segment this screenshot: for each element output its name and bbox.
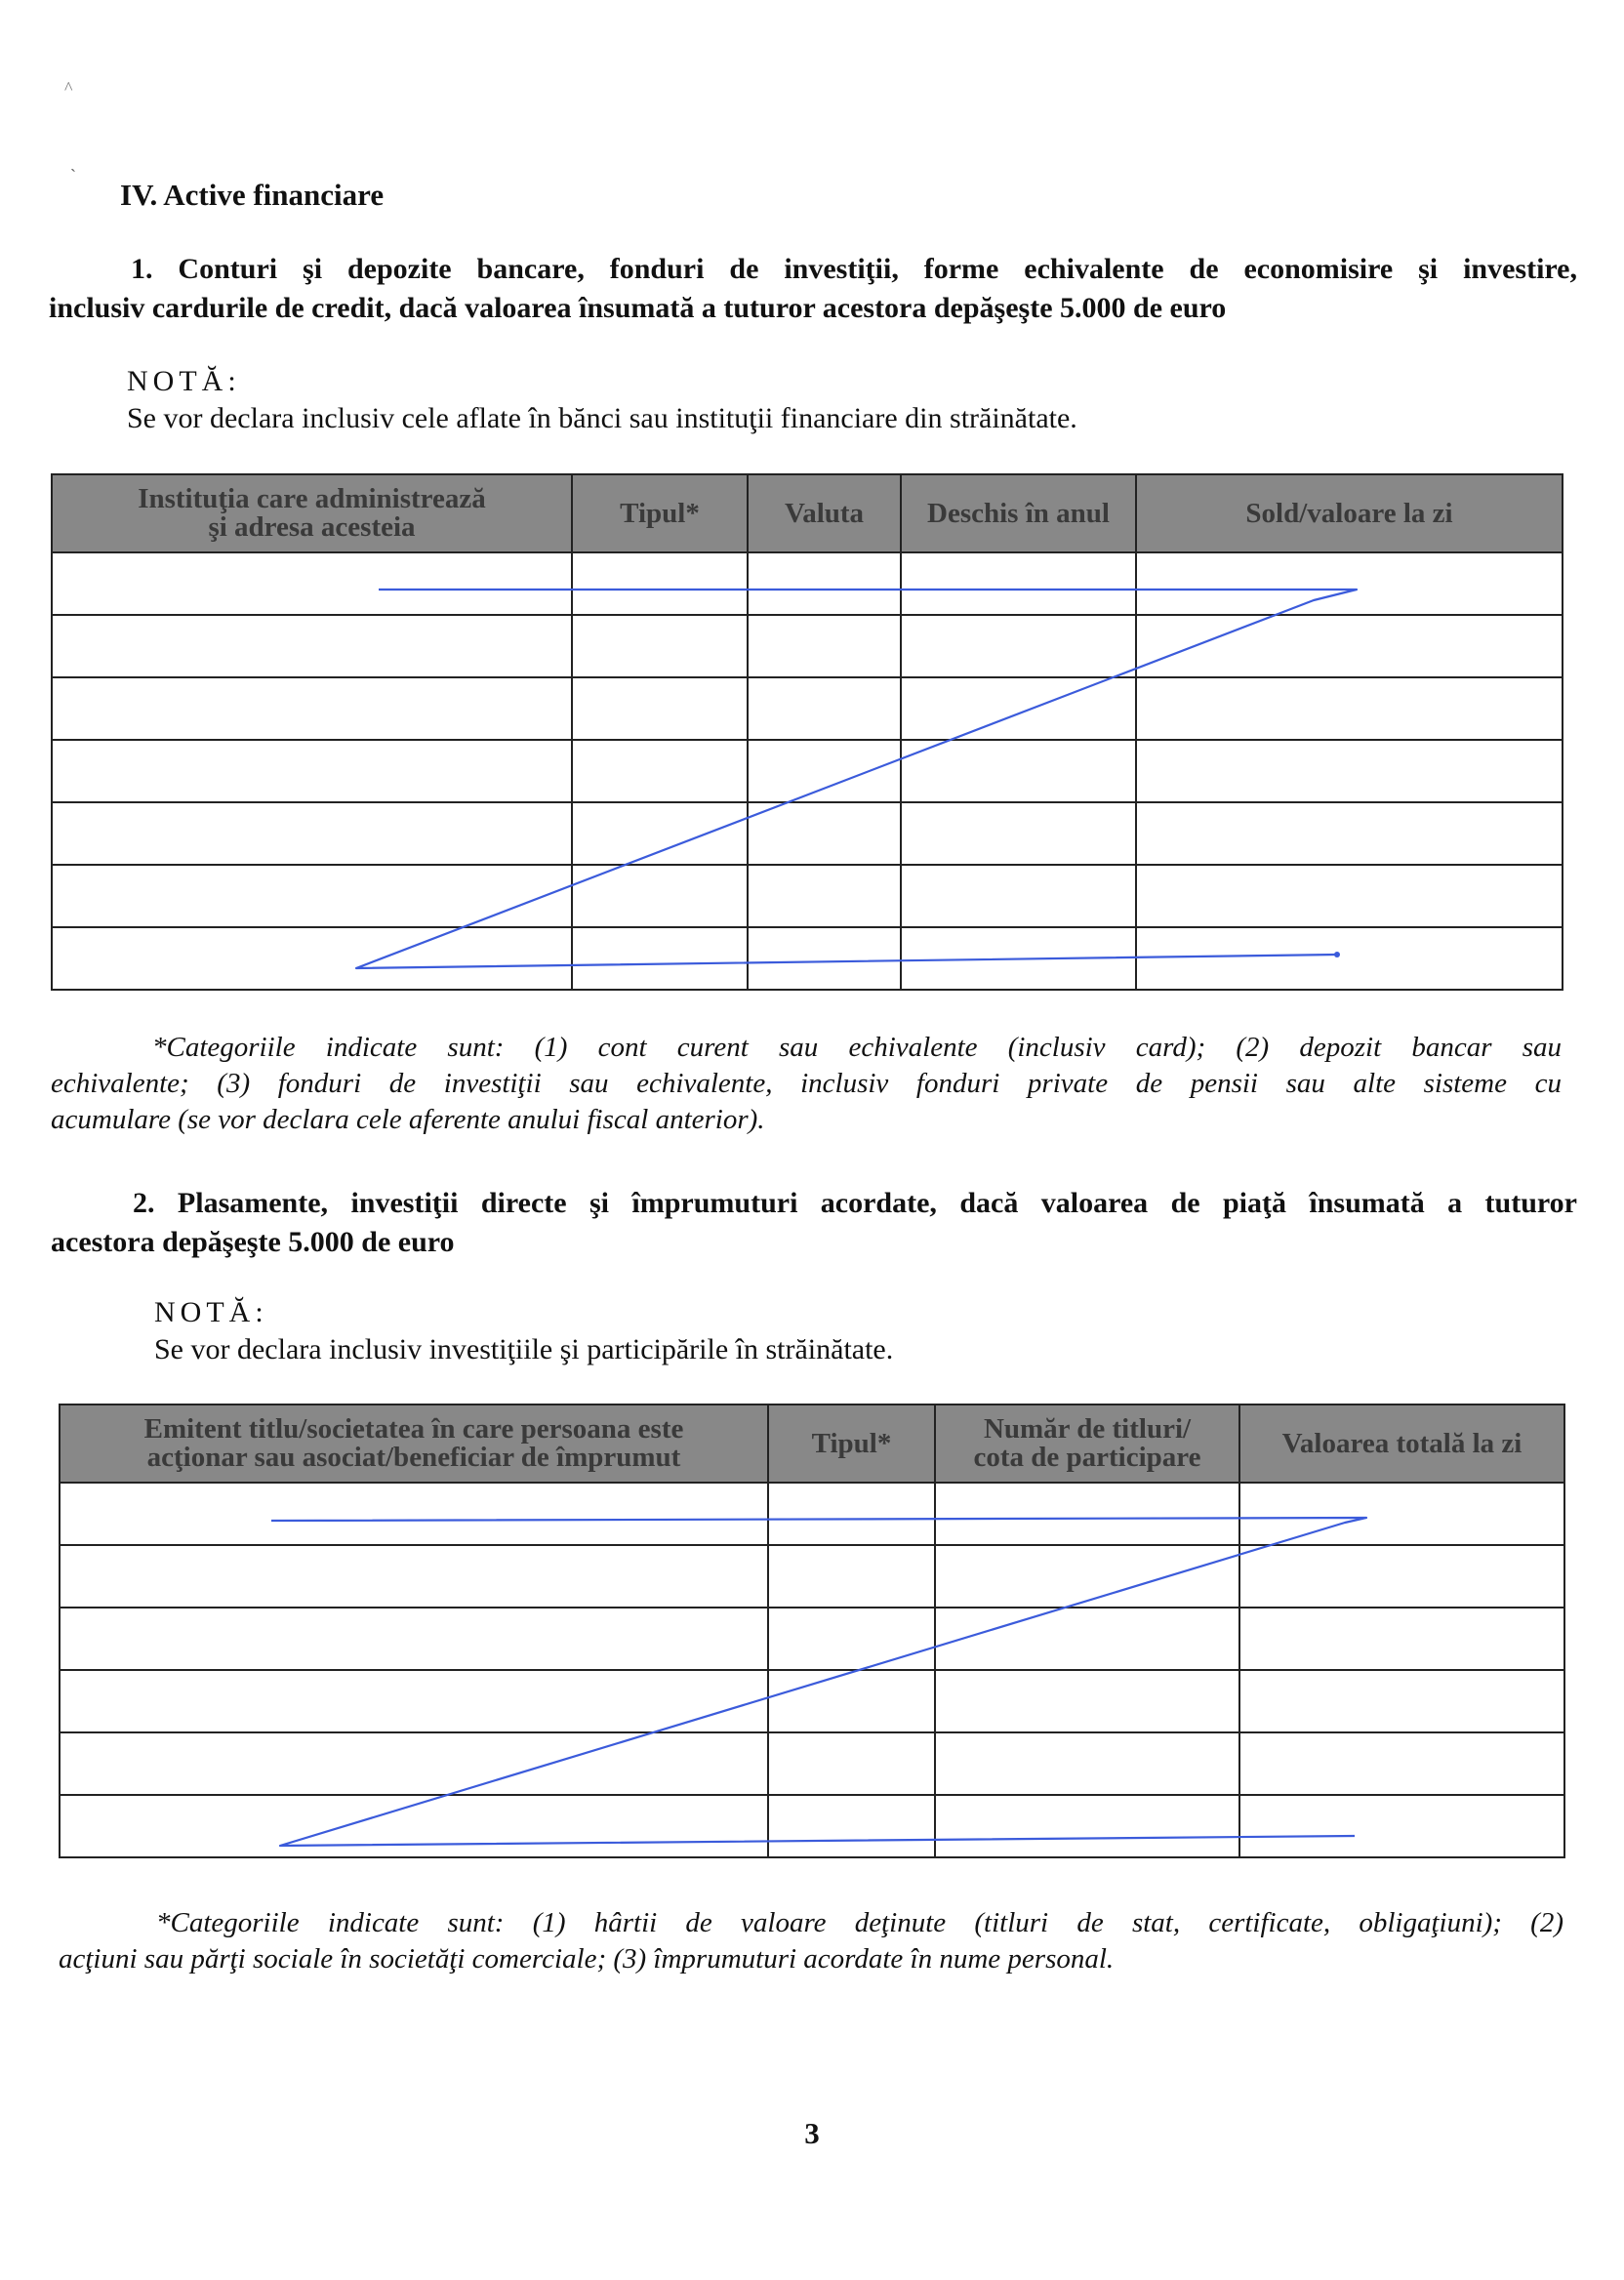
part1-heading-line2: inclusiv cardurile de credit, dacă valoarea însumată a tuturor acestora depăşeşte 5.000 de euro — [49, 292, 1227, 324]
col-header-type: Tipul* — [572, 474, 748, 552]
part2-footnote-line2: acţiuni sau părţi sociale în societăţi comerciale; (3) împrumuturi acordate în nume personal. — [59, 1943, 1115, 1975]
table-cell — [935, 1483, 1239, 1545]
table-row — [60, 1795, 1564, 1857]
part2-nota-label: NOTĂ: — [154, 1296, 268, 1328]
table-cell — [901, 615, 1136, 677]
table-cell — [768, 1608, 935, 1670]
table-cell — [748, 552, 901, 615]
table-cell — [60, 1608, 768, 1670]
table-cell — [60, 1545, 768, 1608]
table-row — [52, 552, 1563, 615]
table-row — [52, 677, 1563, 740]
table-cell — [1239, 1732, 1564, 1795]
table-cell — [52, 615, 572, 677]
part2-heading — [51, 1184, 1577, 1262]
scan-speck-mark: ^ — [64, 78, 73, 98]
table-cell — [935, 1608, 1239, 1670]
table-cell — [768, 1483, 935, 1545]
table-cell — [1136, 552, 1563, 615]
table-cell — [52, 865, 572, 927]
col-header-institution: Instituţia care administrează şi adresa acesteia — [52, 474, 572, 552]
table-cell — [935, 1670, 1239, 1732]
table-row — [60, 1732, 1564, 1795]
table-cell — [748, 865, 901, 927]
table-cell — [901, 927, 1136, 990]
table-cell — [1136, 740, 1563, 802]
table-cell — [572, 802, 748, 865]
scan-speck-mark: ` — [70, 166, 76, 185]
table-row — [52, 740, 1563, 802]
table-cell — [1136, 927, 1563, 990]
table-cell — [52, 552, 572, 615]
table-cell — [748, 740, 901, 802]
table-cell — [748, 677, 901, 740]
part1-footnote-line2: echivalente; (3) fonduri de investiţii sau echivalente, inclusiv fonduri private de pensii sau alte sisteme cu — [51, 1068, 1562, 1099]
col-header-share-count: Număr de titluri/ cota de participare — [935, 1405, 1239, 1483]
table-cell — [1136, 802, 1563, 865]
table-cell — [52, 740, 572, 802]
table-cell — [768, 1670, 935, 1732]
table-row — [60, 1608, 1564, 1670]
table-cell — [1136, 615, 1563, 677]
part1-heading-line1: 1. Conturi şi depozite bancare, fonduri de investiţii, forme echivalente de economisire şi investire, — [131, 253, 1577, 285]
table-cell — [768, 1732, 935, 1795]
table-cell — [748, 802, 901, 865]
part1-footnote-line3: acumulare (se vor declara cele aferente anului fiscal anterior). — [51, 1104, 765, 1135]
table-cell — [1239, 1795, 1564, 1857]
part2-footnote-line1: *Categoriile indicate sunt: (1) hârtii de valoare deţinute (titluri de stat, certificate, obligaţiuni); (2) — [156, 1907, 1563, 1938]
part2-table — [59, 1404, 1565, 1858]
table-row — [52, 615, 1563, 677]
part2-heading-line1: 2. Plasamente, investiţii directe şi împrumuturi acordate, dacă valoarea de piaţă însumată a tuturor — [133, 1187, 1577, 1219]
table-cell — [1239, 1608, 1564, 1670]
part1-table-body — [52, 552, 1563, 990]
table-cell — [572, 552, 748, 615]
part2-heading-line2: acestora depăşeşte 5.000 de euro — [51, 1226, 455, 1258]
table-header-row — [60, 1405, 1564, 1483]
table-cell — [748, 927, 901, 990]
part1-nota-label: NOTĂ: — [127, 365, 241, 397]
table-cell — [768, 1795, 935, 1857]
table-cell — [1136, 865, 1563, 927]
part1-footnote-line1: *Categoriile indicate sunt: (1) cont curent sau echivalente (inclusiv card); (2) depozit bancar sau — [152, 1032, 1562, 1063]
table-cell — [52, 927, 572, 990]
table-cell — [572, 677, 748, 740]
table-row — [52, 865, 1563, 927]
section-title: IV. Active financiare — [120, 178, 385, 212]
part1-table — [51, 473, 1563, 991]
table-cell — [572, 740, 748, 802]
table-row — [60, 1670, 1564, 1732]
table-cell — [572, 927, 748, 990]
page-number: 3 — [804, 2116, 820, 2150]
table-header-row — [52, 474, 1563, 552]
table-row — [60, 1483, 1564, 1545]
table-cell — [935, 1795, 1239, 1857]
part1-heading — [49, 250, 1577, 328]
table-cell — [935, 1545, 1239, 1608]
table-cell — [901, 677, 1136, 740]
table-cell — [748, 615, 901, 677]
col-header-currency: Valuta — [748, 474, 901, 552]
table-cell — [901, 802, 1136, 865]
table-cell — [1136, 677, 1563, 740]
table-cell — [60, 1670, 768, 1732]
table-cell — [60, 1732, 768, 1795]
table-cell — [52, 677, 572, 740]
table-cell — [1239, 1545, 1564, 1608]
table-row — [52, 927, 1563, 990]
col-header-balance: Sold/valoare la zi — [1136, 474, 1563, 552]
col-header-issuer: Emitent titlu/societatea în care persoana este acţionar sau asociat/beneficiar de împrumut — [60, 1405, 768, 1483]
table-cell — [52, 802, 572, 865]
part2-nota-text: Se vor declara inclusiv investiţiile şi participările în străinătate. — [154, 1333, 894, 1365]
part2-table-body — [60, 1483, 1564, 1857]
col-header-opened-year: Deschis în anul — [901, 474, 1136, 552]
table-cell — [572, 865, 748, 927]
table-cell — [572, 615, 748, 677]
table-cell — [60, 1483, 768, 1545]
table-cell — [1239, 1483, 1564, 1545]
col-header-total-value: Valoarea totală la zi — [1239, 1405, 1564, 1483]
part2-footnote — [59, 1905, 1563, 1977]
table-row — [60, 1545, 1564, 1608]
col-header-type: Tipul* — [768, 1405, 935, 1483]
table-cell — [60, 1795, 768, 1857]
table-row — [52, 802, 1563, 865]
part1-footnote — [51, 1030, 1562, 1138]
table-cell — [1239, 1670, 1564, 1732]
part1-nota-text: Se vor declara inclusiv cele aflate în bănci sau instituţii financiare din străinătate. — [127, 402, 1077, 434]
table-cell — [901, 740, 1136, 802]
table-cell — [768, 1545, 935, 1608]
table-cell — [935, 1732, 1239, 1795]
table-cell — [901, 552, 1136, 615]
table-cell — [901, 865, 1136, 927]
